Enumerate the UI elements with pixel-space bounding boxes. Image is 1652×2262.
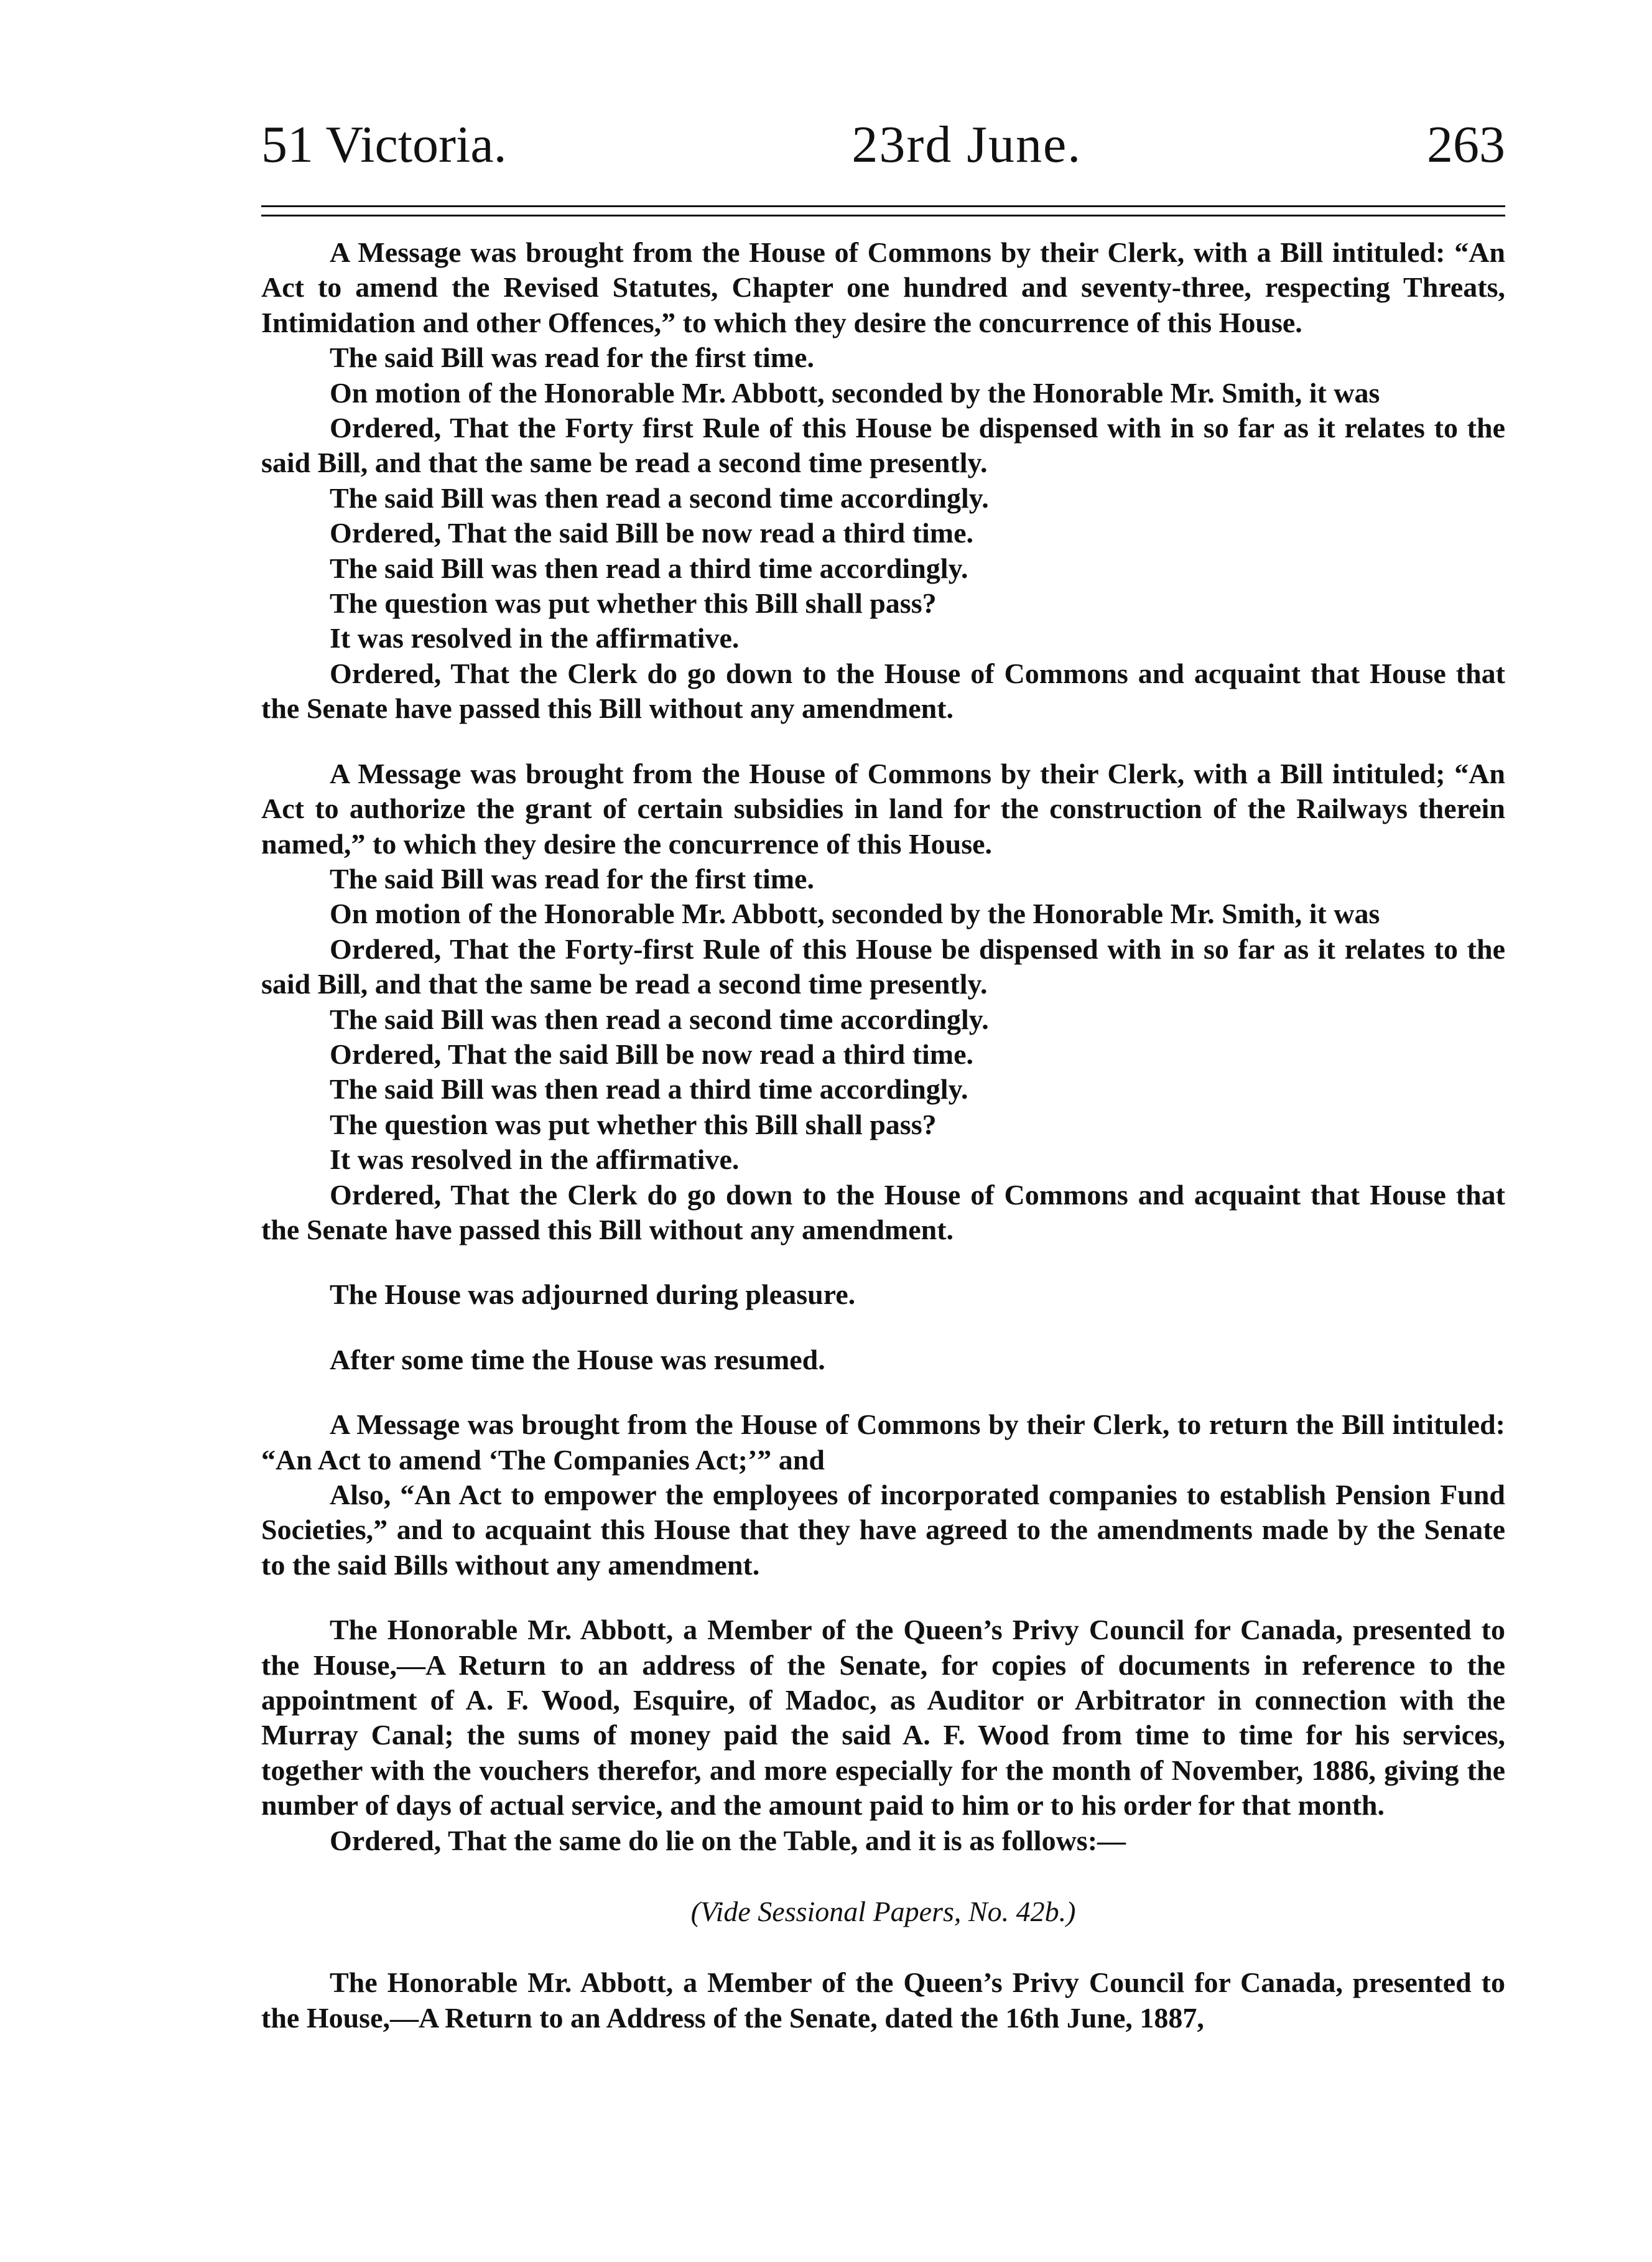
journal-body [261,235,1505,2036]
paragraph: The said Bill was then read a third time accordingly. [330,1073,968,1105]
section-gap [261,1858,1505,1888]
paragraph: On motion of the Honorable Mr. Abbott, seconded by the Honorable Mr. Smith, it was [330,376,1380,409]
paragraph: Ordered, That the Clerk do go down to the House of Commons and acquaint that House that the Senate have passed this Bill without any amendment. [261,1178,1505,1245]
section-gap [261,1377,1505,1407]
paragraph: Ordered, That the Clerk do go down to the House of Commons and acquaint that House that the Senate have passed this Bill without any amendment. [261,657,1505,725]
paragraph: A Message was brought from the House of Commons by their Clerk, to return the Bill intituled: “An Act to amend ‘The Companies Act;’” and [261,1408,1505,1476]
paragraph: The said Bill was read for the first time. [330,862,814,895]
paragraph: Ordered, That the said Bill be now read a third time. [330,1038,974,1070]
paragraph: Also, “An Act to empower the employees of incorporated companies to establish Pension Fund Societies,” and to acquaint this House that they have agreed to the amendments made by the Senate to the said Bills without any amendment. [261,1479,1505,1581]
paragraph: Ordered, That the Forty first Rule of this House be dispensed with in so far as it relates to the said Bill, and that the same be read a second time presently. [261,412,1505,479]
header-volume: 51 Victoria. [261,116,507,174]
sessional-papers-reference: (Vide Sessional Papers, No. 42b.) [690,1896,1076,1928]
paragraph: A Message was brought from the House of Commons by their Clerk, with a Bill intituled; “An Act to authorize the grant of certain subsidies in land for the construction of the Railways therein named,” to which they desire the concurrence of this House. [261,757,1505,860]
paragraph: The question was put whether this Bill shall pass? [330,587,937,620]
paragraph: After some time the House was resumed. [330,1343,825,1375]
paragraph: Ordered, That the Forty-first Rule of this House be dispensed with in so far as it relates to the said Bill, and that the same be read a second time presently. [261,933,1505,1000]
paragraph: The question was put whether this Bill shall pass? [330,1108,937,1140]
paragraph: The said Bill was then read a second time accordingly. [330,1003,989,1035]
paragraph: The said Bill was then read a second time accordingly. [330,482,989,514]
header-date: 23rd June. [852,116,1082,174]
section-gap [261,1313,1505,1343]
header-rule-top [261,205,1505,207]
paragraph: It was resolved in the affirmative. [330,1143,740,1176]
section-gap [261,1935,1505,1965]
paragraph: On motion of the Honorable Mr. Abbott, seconded by the Honorable Mr. Smith, it was [330,898,1380,930]
paragraph: It was resolved in the affirmative. [330,622,740,654]
paragraph: A Message was brought from the House of Commons by their Clerk, with a Bill intituled: “An Act to amend the Revised Statutes, Chapter one hundred and seventy-three, respecting Threats, Intimidation and other Offences,” to which they desire the concurrence of this House. [261,236,1505,338]
paragraph: Ordered, That the said Bill be now read a third time. [330,517,974,549]
section-gap [261,1247,1505,1277]
paragraph: The said Bill was read for the first time. [330,342,814,374]
paragraph: The Honorable Mr. Abbott, a Member of the Queen’s Privy Council for Canada, presented to the House,—A Return to an Address of the Senate, dated the 16th June, 1887, [261,1966,1505,2034]
paragraph: Ordered, That the same do lie on the Table, and it is as follows:— [330,1824,1126,1856]
page-header [261,111,1505,179]
section-gap [261,1583,1505,1613]
section-gap [261,727,1505,756]
page-number: 263 [1426,116,1505,174]
header-rule-bottom [261,215,1505,216]
paragraph: The said Bill was then read a third time accordingly. [330,552,968,584]
paragraph: The House was adjourned during pleasure. [330,1278,856,1311]
paragraph: The Honorable Mr. Abbott, a Member of the Queen’s Privy Council for Canada, presented to the House,—A Return to an address of the Senate, for copies of documents in reference to the appointment of A. F. Wood, Esquire, of Madoc, as Auditor or Arbitrator in connection with the Murray Canal; the sums of money paid the said A. F. Wood from time to time for his services, together with the vouchers therefor, and more especially for the month of November, 1886, giving the number of days of actual service, and the amount paid to him or to his order for that month. [261,1614,1505,1822]
